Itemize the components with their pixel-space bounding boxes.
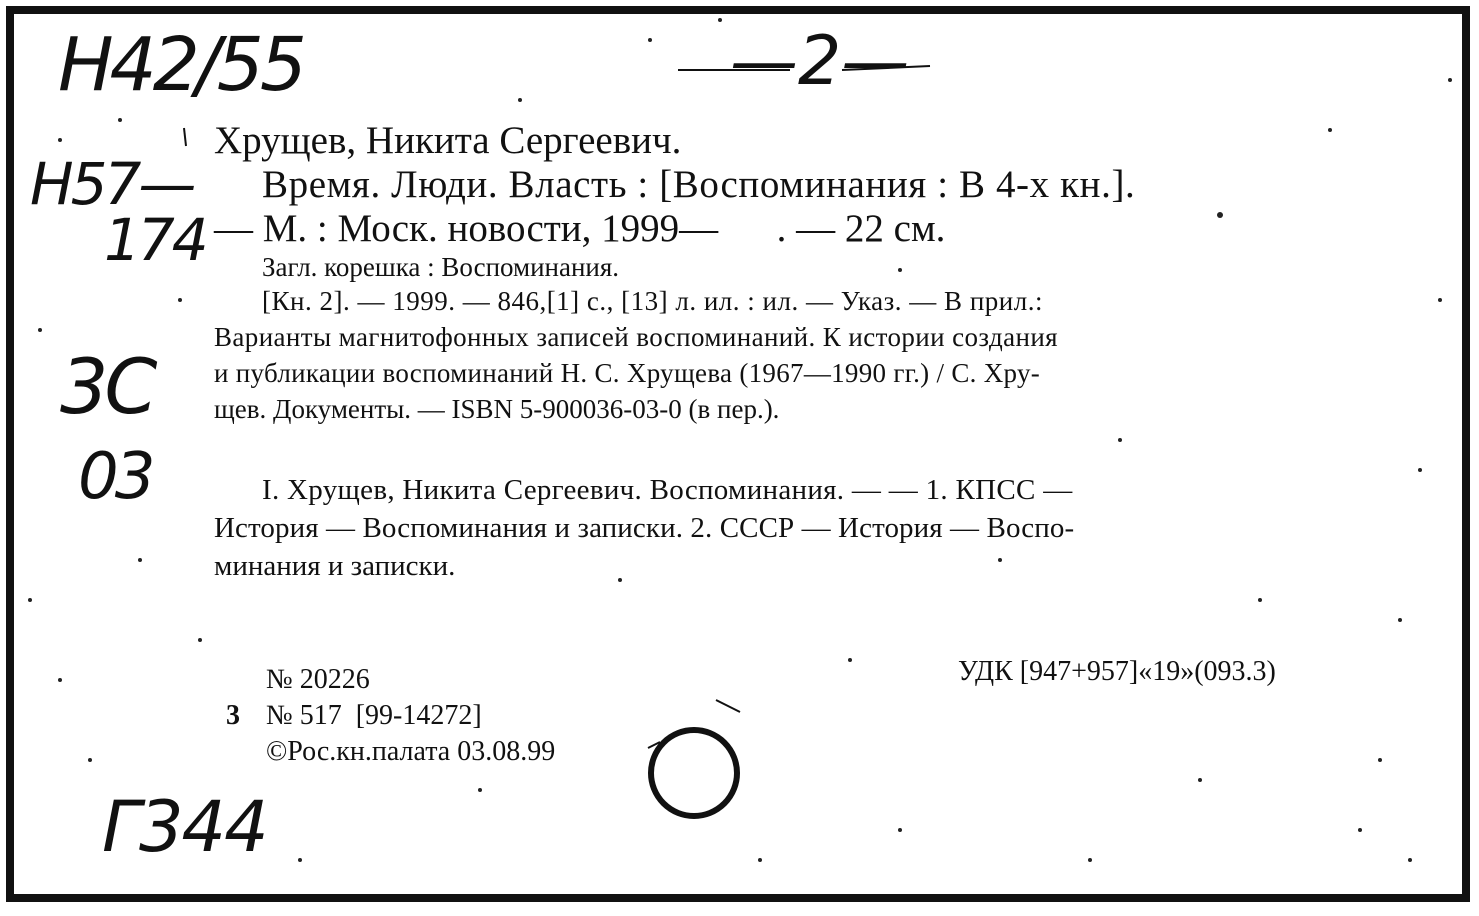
volume-description-line-2: Варианты магнитофонных записей воспоминаний. К истории создания	[214, 322, 1058, 352]
stamp-circle	[648, 727, 740, 819]
registration-number: № 20226	[266, 664, 370, 695]
title-line-1: Время. Люди. Власть : [Воспоминания : В 4-х кн.].	[262, 163, 1136, 206]
udk-classification: УДК [947+957]«19»(093.3)	[958, 656, 1276, 687]
author-heading: Хрущев, Никита Сергеевич.	[214, 119, 682, 162]
number-prefix: 3	[226, 700, 240, 731]
code-bottom-handwritten: Г344	[102, 786, 267, 868]
code-3c-handwritten: 3C	[60, 342, 154, 431]
volume-description-line-4: щев. Документы. — ISBN 5-900036-03-0 (в пер.).	[214, 394, 780, 424]
card-number-handwritten: —2—	[730, 22, 910, 101]
tracing-line-1: I. Хрущев, Никита Сергеевич. Воспоминания. — — 1. КПСС —	[262, 474, 1073, 506]
copyright-line: ©Рос.кн.палата 03.08.99	[266, 736, 556, 767]
title-line-2: — М. : Моск. новости, 1999— . — 22 см.	[214, 207, 946, 250]
tracing-line-3: минания и записки.	[214, 550, 456, 582]
volume-description-line-1: [Кн. 2]. — 1999. — 846,[1] с., [13] л. ил. : ил. — Указ. — В прил.:	[262, 286, 1043, 316]
class-number-handwritten: H57—	[30, 150, 194, 218]
volume-description-line-3: и публикации воспоминаний Н. С. Хрущева (1967—1990 гг.) / С. Хру-	[214, 358, 1041, 388]
shelfmark-handwritten: H42/55	[58, 22, 303, 108]
spine-title: Загл. корешка : Воспоминания.	[262, 252, 620, 282]
code-03-handwritten: 03	[78, 440, 152, 514]
tracing-line-2: История — Воспоминания и записки. 2. СССР — История — Воспо-	[214, 512, 1075, 544]
class-number-sub-handwritten: 174	[104, 206, 206, 274]
chamber-number: № 517 [99-14272]	[266, 700, 482, 731]
